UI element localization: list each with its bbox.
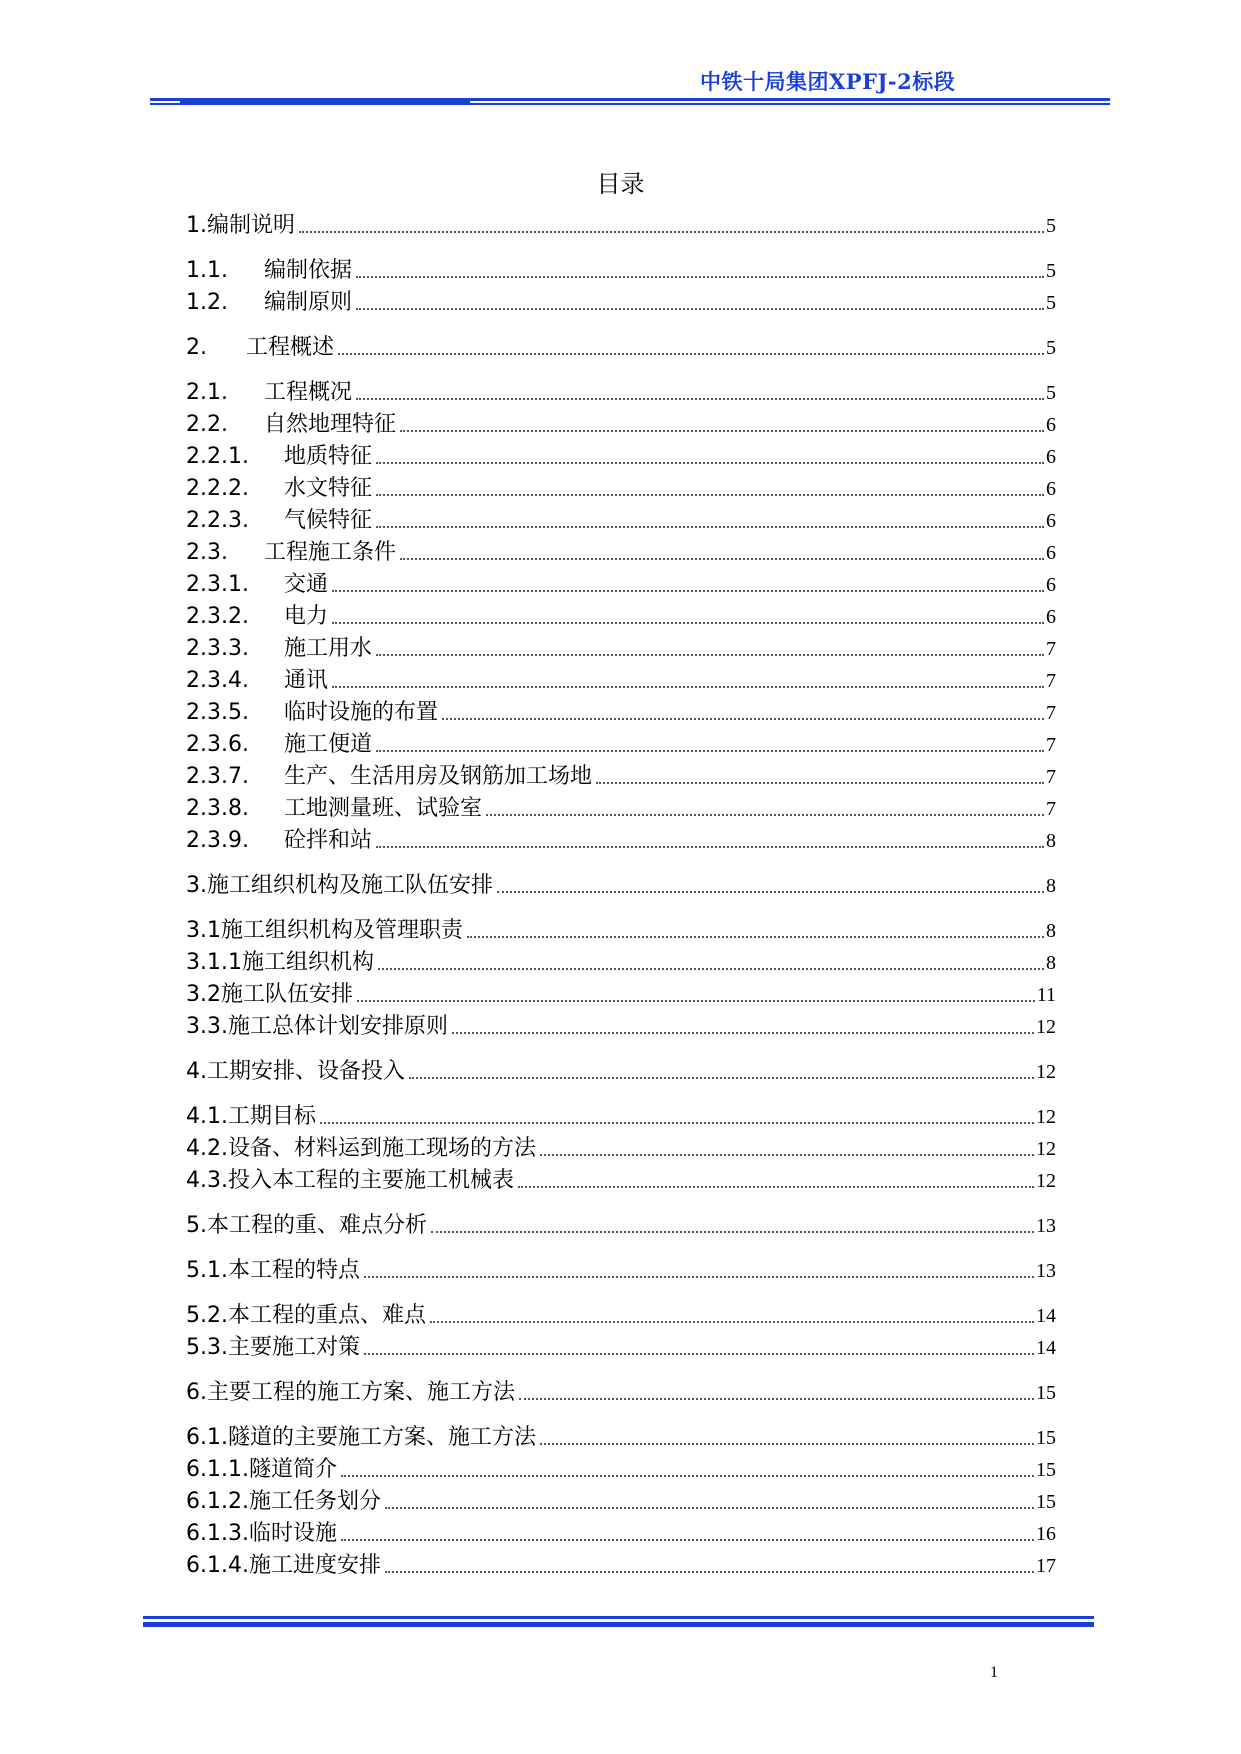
toc-entry-number: 2.1. [186,380,228,405]
toc-entry-page: 7 [1046,670,1056,692]
toc-entry-title: 设备、材料运到施工现场的方法 [227,1136,536,1161]
dot-leader [467,936,1044,938]
toc-entry-number: 2.3.4. [186,668,249,693]
toc-entry-title: 本工程的重、难点分析 [207,1213,428,1238]
dot-leader [452,1032,1034,1034]
toc-entry[interactable] [186,664,1056,694]
dot-leader [376,750,1044,752]
toc-entry-page: 7 [1046,702,1056,724]
toc-entry[interactable] [186,1132,1056,1162]
toc-entry[interactable] [186,440,1056,470]
toc-entry[interactable] [186,536,1056,566]
toc-entry-page: 6 [1046,542,1056,564]
toc-entry-page: 5 [1046,337,1056,359]
toc-entry-title: 临时设施 [248,1521,337,1546]
toc-entry-number: 2. [186,335,207,360]
toc-entry[interactable] [186,978,1056,1008]
toc-entry-number: 4.1. [186,1104,228,1129]
toc-entry-page: 15 [1036,1427,1056,1449]
dot-leader [540,1154,1034,1156]
dot-leader [442,718,1044,720]
toc-entry-number: 3.3. [186,1014,228,1039]
toc-entry-page: 5 [1046,260,1056,282]
header-rule-accent [180,99,470,104]
toc-entry[interactable] [186,946,1056,976]
toc-entry[interactable] [186,760,1056,790]
toc-entry-title: 隧道的主要施工方案、施工方法 [227,1425,536,1450]
toc-entry-page: 6 [1046,574,1056,596]
toc-entry-title: 本工程的重点、难点 [227,1303,426,1328]
toc-entry-number: 6. [186,1380,207,1405]
footer-rule-bottom [143,1622,1094,1627]
toc-entry-title: 工程概况 [264,380,353,405]
toc-entry[interactable] [186,376,1056,406]
toc-entry-title: 施工组织机构 [241,950,374,975]
toc-entry[interactable] [186,1164,1056,1194]
toc-entry-title: 施工组织机构及施工队伍安排 [207,873,494,898]
toc-entry-page: 6 [1046,606,1056,628]
dot-leader [338,353,1044,355]
toc-entry-title: 地质特征 [284,444,373,469]
toc-title: 目录 [596,170,645,198]
dot-leader [320,1122,1034,1124]
toc-entry-title: 施工组织机构及管理职责 [221,918,464,943]
toc-entry-title: 施工进度安排 [248,1553,381,1578]
toc-entry-number: 3. [186,873,207,898]
dot-leader [341,1539,1034,1541]
toc-entry-number: 2.3.8. [186,796,249,821]
dot-leader [431,1231,1034,1233]
toc-entry-number: 4.3. [186,1168,228,1193]
toc-entry-title: 工期安排、设备投入 [207,1059,406,1084]
toc-entry-number: 5. [186,1213,207,1238]
toc-entry-page: 7 [1046,766,1056,788]
toc-entry-page: 14 [1036,1337,1056,1359]
toc-entry[interactable] [186,869,1056,899]
dot-leader [332,686,1044,688]
toc-entry[interactable] [186,1517,1056,1547]
toc-entry-number: 4. [186,1059,207,1084]
toc-entry-number: 2.3.6. [186,732,249,757]
dot-leader [497,891,1044,893]
toc-entry-title: 主要工程的施工方案、施工方法 [207,1380,516,1405]
toc-entry-number: 2.3.2. [186,604,249,629]
toc-entry-number: 6.1. [186,1425,228,1450]
toc-entry-number: 2.3.3. [186,636,249,661]
toc-entry[interactable] [186,1100,1056,1130]
toc-entry[interactable] [186,1010,1056,1040]
dot-leader [356,276,1044,278]
toc-entry-title: 编制说明 [207,213,296,238]
toc-entry-number: 6.1.4. [186,1553,249,1578]
dot-leader [357,1000,1035,1002]
toc-entry[interactable] [186,1299,1056,1329]
dot-leader [376,846,1044,848]
toc-entry-title: 施工任务划分 [248,1489,381,1514]
toc-entry-title: 砼拌和站 [284,828,373,853]
dot-leader [376,462,1044,464]
dot-leader [332,622,1044,624]
toc-entry-title: 水文特征 [284,476,373,501]
toc-entry-title: 工期目标 [227,1104,316,1129]
toc-entry[interactable] [186,632,1056,662]
page-number: 1 [990,1664,998,1681]
toc-entry-page: 7 [1046,734,1056,756]
toc-entry[interactable] [186,504,1056,534]
toc-entry-title: 工地测量班、试验室 [284,796,483,821]
toc-entry[interactable] [186,1254,1056,1284]
toc-entry-page: 5 [1046,382,1056,404]
dot-leader [518,1186,1034,1188]
toc-entry-title: 通讯 [284,668,329,693]
toc-entry-page: 15 [1036,1491,1056,1513]
toc-entry-number: 1.2. [186,290,228,315]
dot-leader [299,231,1044,233]
toc-entry[interactable] [186,286,1056,316]
toc-entry-number: 2.2.2. [186,476,249,501]
toc-entry-number: 2.2.3. [186,508,249,533]
toc-entry[interactable] [186,331,1056,361]
toc-entry-title: 主要施工对策 [227,1335,360,1360]
toc-entry-number: 2.2. [186,412,228,437]
toc-entry-page: 15 [1036,1459,1056,1481]
toc-entry[interactable] [186,1453,1056,1483]
toc-entry-number: 6.1.3. [186,1521,249,1546]
toc-entry-title: 工程施工条件 [264,540,397,565]
toc-entry-title: 本工程的特点 [227,1258,360,1283]
toc-entry-title: 临时设施的布置 [284,700,439,725]
toc-entry-title: 工程概述 [246,335,335,360]
toc-entry[interactable] [186,1549,1056,1579]
toc-entry-number: 6.1.2. [186,1489,249,1514]
toc-entry-number: 6.1.1. [186,1457,249,1482]
toc-entry-page: 11 [1036,984,1056,1006]
toc-entry-page: 14 [1036,1305,1056,1327]
toc-entry[interactable] [186,914,1056,944]
toc-entry[interactable] [186,728,1056,758]
toc-entry-number: 3.2 [186,982,221,1007]
toc-entry[interactable] [186,568,1056,598]
toc-entry-page: 8 [1046,920,1056,942]
toc-entry-page: 6 [1046,446,1056,468]
toc-entry[interactable] [186,696,1056,726]
toc-entry[interactable] [186,1331,1056,1361]
toc-entry-page: 12 [1036,1106,1056,1128]
toc-entry[interactable] [186,1209,1056,1239]
toc-entry[interactable] [186,824,1056,854]
toc-entry-number: 3.1.1 [186,950,242,975]
toc-entry-number: 5.2. [186,1303,228,1328]
dot-leader [378,968,1044,970]
toc-entry-page: 15 [1036,1382,1056,1404]
toc-entry-title: 施工总体计划安排原则 [227,1014,448,1039]
toc-entry-number: 5.1. [186,1258,228,1283]
toc-entry-title: 施工用水 [284,636,373,661]
dot-leader [596,782,1044,784]
toc-entry-title: 气候特征 [284,508,373,533]
toc-entry[interactable] [186,1421,1056,1451]
toc-entry-number: 2.2.1. [186,444,249,469]
toc-entry-number: 2.3.7. [186,764,249,789]
toc-entry[interactable] [186,1376,1056,1406]
toc-entry-title: 投入本工程的主要施工机械表 [227,1168,514,1193]
dot-leader [519,1398,1034,1400]
toc-entry-page: 12 [1036,1061,1056,1083]
toc-entry-page: 6 [1046,510,1056,532]
toc-entry-title: 电力 [284,604,329,629]
dot-leader [341,1475,1034,1477]
dot-leader [486,814,1044,816]
toc-entry[interactable] [186,408,1056,438]
dot-leader [400,558,1044,560]
toc-entry-page: 12 [1036,1170,1056,1192]
dot-leader [356,398,1044,400]
dot-leader [430,1321,1034,1323]
toc-entry[interactable] [186,209,1056,239]
toc-entry[interactable] [186,472,1056,502]
toc-entry-page: 7 [1046,638,1056,660]
toc-entry-page: 7 [1046,798,1056,820]
toc-entry-title: 编制依据 [264,258,353,283]
toc-entry-number: 5.3. [186,1335,228,1360]
toc-entry-title: 施工队伍安排 [221,982,354,1007]
toc-entry-page: 5 [1046,292,1056,314]
toc-entry-title: 编制原则 [264,290,353,315]
toc-entry-page: 6 [1046,414,1056,436]
toc-entry-page: 12 [1036,1016,1056,1038]
dot-leader [356,308,1044,310]
toc-entry-title: 施工便道 [284,732,373,757]
toc-entry-title: 自然地理特征 [264,412,397,437]
footer-rule-top [143,1616,1094,1619]
dot-leader [400,430,1044,432]
toc-entry-number: 2.3.1. [186,572,249,597]
toc-entry[interactable] [186,1485,1056,1515]
dot-leader [364,1276,1034,1278]
toc-entry[interactable] [186,792,1056,822]
toc-entry-number: 2.3.9. [186,828,249,853]
toc-entry[interactable] [186,600,1056,630]
toc-entry-title: 隧道简介 [248,1457,337,1482]
dot-leader [376,494,1044,496]
toc-entry-page: 8 [1046,952,1056,974]
header-title: 中铁十局集团XPFJ-2标段 [700,69,956,94]
toc-entry-page: 8 [1046,875,1056,897]
toc-entry-page: 13 [1036,1215,1056,1237]
toc-entry-number: 1. [186,213,207,238]
toc-entry-title: 生产、生活用房及钢筋加工场地 [284,764,593,789]
toc-entry-number: 2.3. [186,540,228,565]
toc-entry[interactable] [186,1055,1056,1085]
toc-entry-number: 4.2. [186,1136,228,1161]
toc-entry-page: 5 [1046,215,1056,237]
dot-leader [376,654,1044,656]
dot-leader [332,590,1044,592]
dot-leader [409,1077,1034,1079]
toc-entry-number: 1.1. [186,258,228,283]
toc-entry-page: 17 [1036,1555,1056,1577]
toc-entry-page: 6 [1046,478,1056,500]
dot-leader [364,1353,1034,1355]
toc-entry[interactable] [186,254,1056,284]
toc-entry-page: 16 [1036,1523,1056,1545]
toc-entry-number: 2.3.5. [186,700,249,725]
dot-leader [376,526,1044,528]
dot-leader [540,1443,1034,1445]
toc-entry-page: 13 [1036,1260,1056,1282]
dot-leader [385,1507,1034,1509]
toc-entry-title: 交通 [284,572,329,597]
toc-entry-page: 8 [1046,830,1056,852]
dot-leader [385,1571,1034,1573]
toc-entry-page: 12 [1036,1138,1056,1160]
toc-entry-number: 3.1 [186,918,221,943]
